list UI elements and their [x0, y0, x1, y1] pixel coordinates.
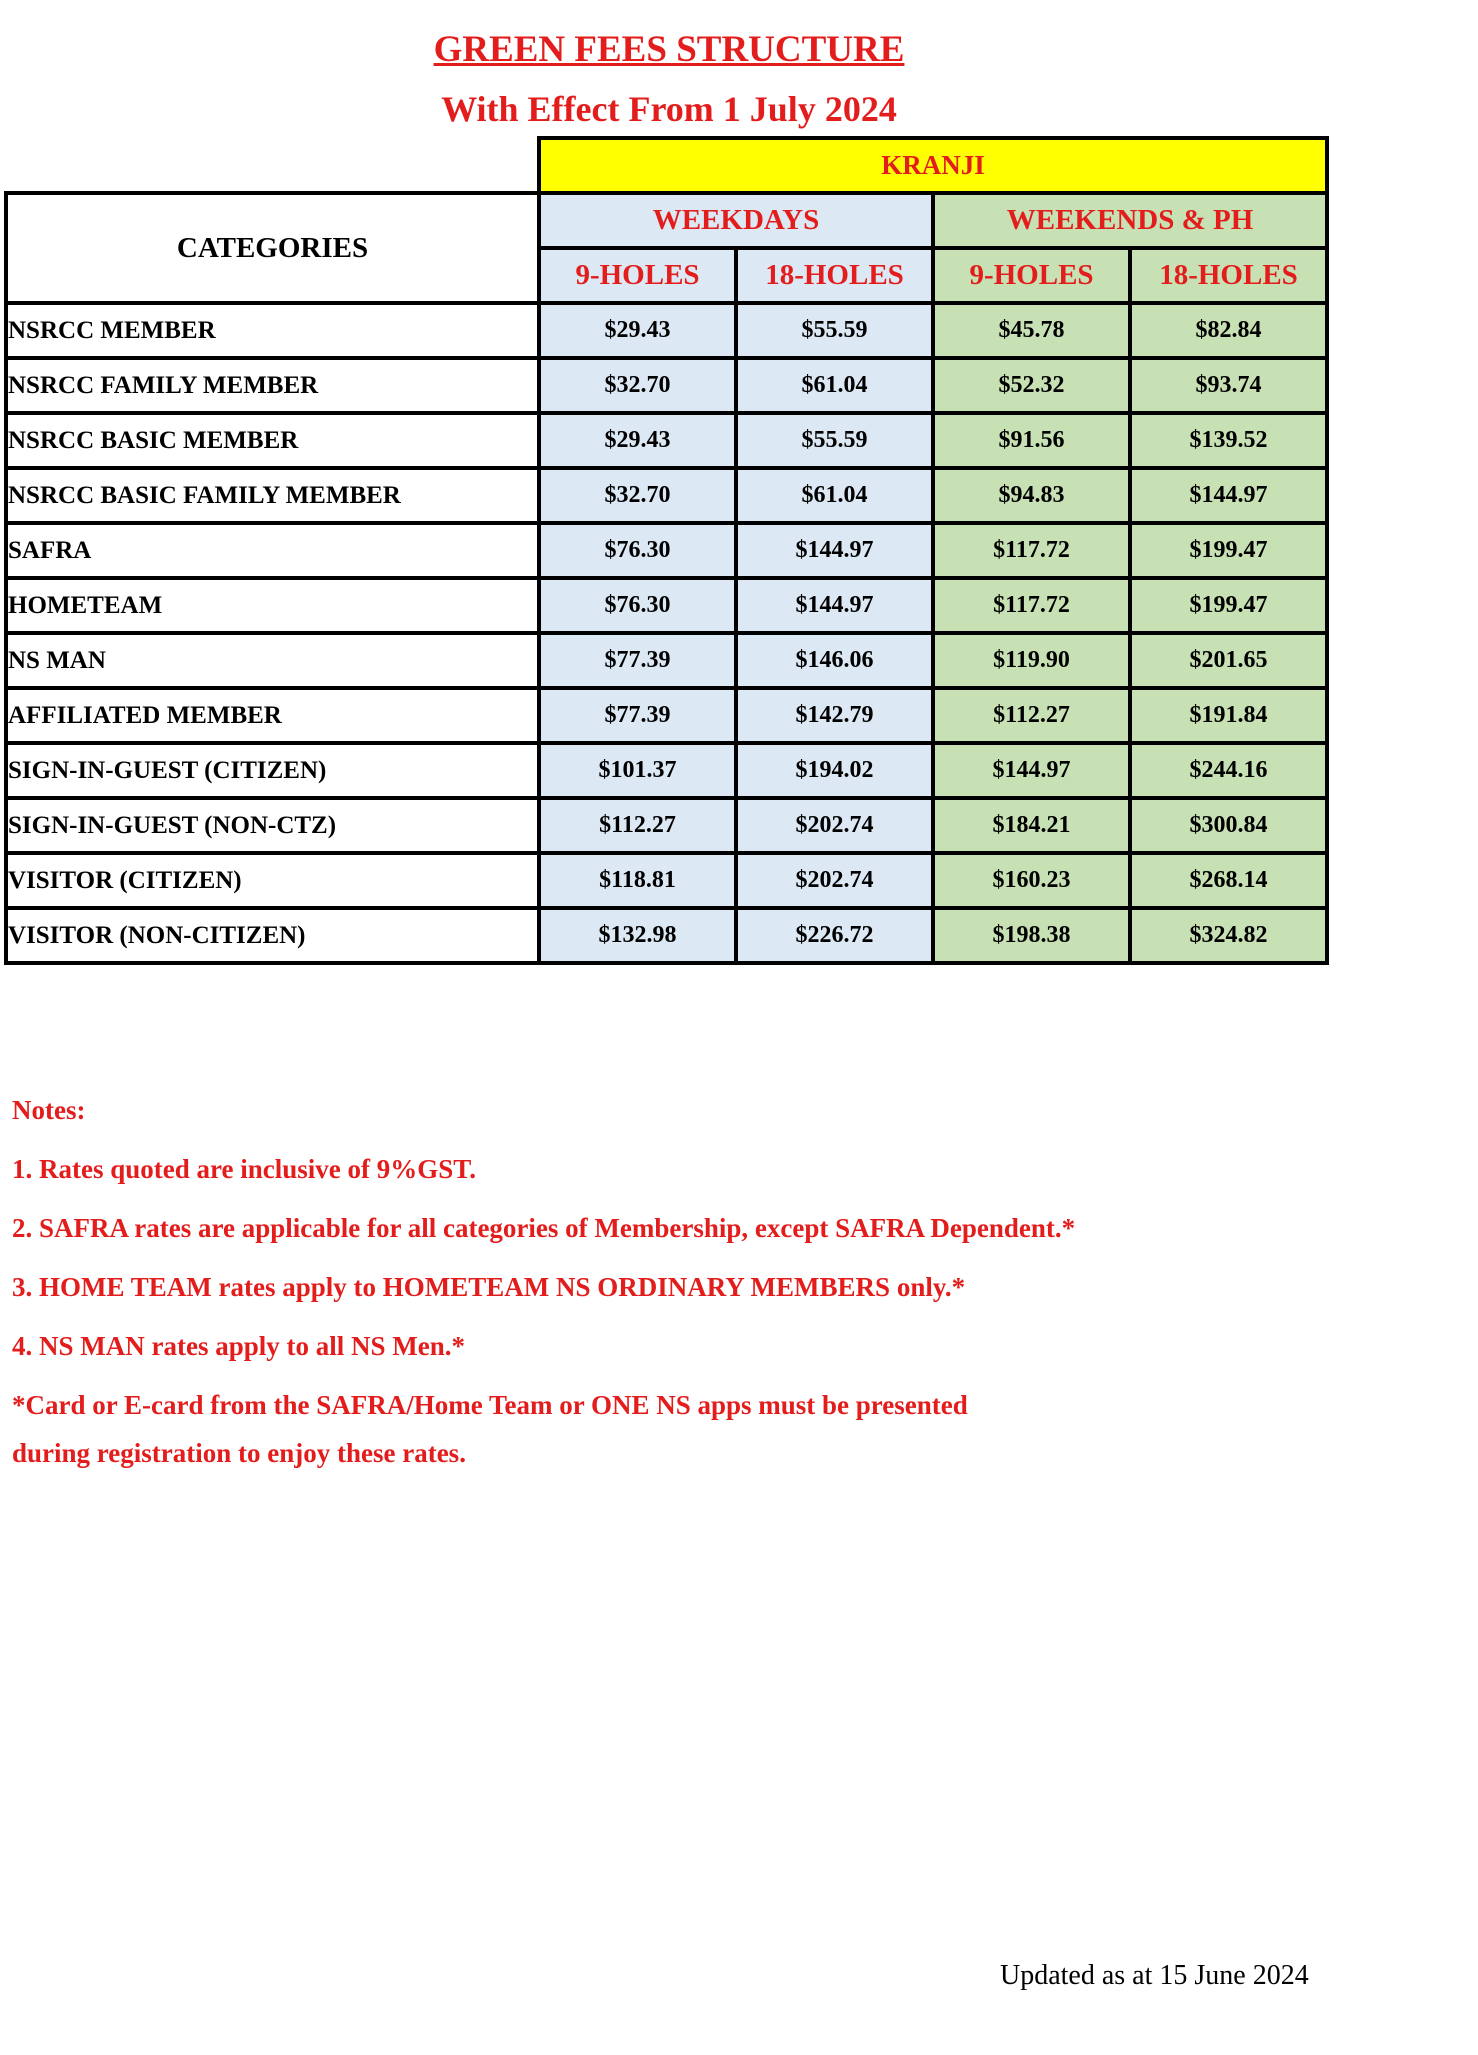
green-fees-table [4, 136, 1329, 965]
weekday-9-holes-fee: $32.70 [539, 358, 736, 413]
table-row [6, 358, 1327, 413]
weekend-18-holes-fee: $300.84 [1130, 798, 1327, 853]
weekday-18-holes-fee: $61.04 [736, 358, 933, 413]
weekday-9-holes-fee: $76.30 [539, 523, 736, 578]
category-cell: NSRCC FAMILY MEMBER [6, 358, 539, 413]
weekday-9-holes-fee: $118.81 [539, 853, 736, 908]
table-row [6, 468, 1327, 523]
effective-date-subtitle: With Effect From 1 July 2024 [441, 89, 897, 129]
weekday-9-holes-fee: $77.39 [539, 688, 736, 743]
category-cell: NSRCC BASIC MEMBER [6, 413, 539, 468]
weekday-18-holes-fee: $142.79 [736, 688, 933, 743]
weekend-18-holes-fee: $82.84 [1130, 303, 1327, 358]
weekend-18-holes-fee: $268.14 [1130, 853, 1327, 908]
weekend-9-holes-fee: $52.32 [933, 358, 1130, 413]
category-cell: SIGN-IN-GUEST (CITIZEN) [6, 743, 539, 798]
weekend-9-holes-fee: $94.83 [933, 468, 1130, 523]
weekend-9-holes-fee: $184.21 [933, 798, 1130, 853]
category-cell: NSRCC BASIC FAMILY MEMBER [6, 468, 539, 523]
weekend-9-holes-fee: $117.72 [933, 523, 1130, 578]
weekend-18-holes-fee: $139.52 [1130, 413, 1327, 468]
note-item: 2. SAFRA rates are applicable for all categories of Membership, except SAFRA Dependent.* [12, 1213, 1076, 1243]
categories-header: CATEGORIES [6, 193, 539, 303]
weekday-9-holes-fee: $29.43 [539, 303, 736, 358]
weekday-18-holes-fee: $146.06 [736, 633, 933, 688]
venue-header: KRANJI [539, 138, 1327, 193]
weekday-18-holes-fee: $144.97 [736, 523, 933, 578]
weekday-9-holes-fee: $101.37 [539, 743, 736, 798]
weekend-18-holes-fee: $199.47 [1130, 578, 1327, 633]
category-cell: VISITOR (CITIZEN) [6, 853, 539, 908]
weekday-18-holes-fee: $194.02 [736, 743, 933, 798]
weekday-9-holes-fee: $112.27 [539, 798, 736, 853]
notes-section [12, 1093, 1075, 1495]
footnote-line: during registration to enjoy these rates. [12, 1438, 466, 1468]
weekends-header: WEEKENDS & PH [933, 193, 1327, 248]
weekend-9-holes-fee: $117.72 [933, 578, 1130, 633]
table-row [6, 413, 1327, 468]
weekday-9-holes-fee: $32.70 [539, 468, 736, 523]
weekend-18-holes-fee: $324.82 [1130, 908, 1327, 963]
table-row [6, 853, 1327, 908]
weekend-9-holes-fee: $91.56 [933, 413, 1130, 468]
weekend-18-holes-fee: $244.16 [1130, 743, 1327, 798]
weekdays-18-holes-header: 18-HOLES [736, 248, 933, 303]
category-cell: SAFRA [6, 523, 539, 578]
table-row [6, 303, 1327, 358]
weekday-18-holes-fee: $202.74 [736, 853, 933, 908]
category-cell: VISITOR (NON-CITIZEN) [6, 908, 539, 963]
weekdays-header: WEEKDAYS [539, 193, 933, 248]
table-row [6, 743, 1327, 798]
category-cell: AFFILIATED MEMBER [6, 688, 539, 743]
weekend-18-holes-fee: $144.97 [1130, 468, 1327, 523]
weekday-18-holes-fee: $144.97 [736, 578, 933, 633]
weekend-18-holes-fee: $199.47 [1130, 523, 1327, 578]
weekend-9-holes-fee: $144.97 [933, 743, 1130, 798]
weekday-18-holes-fee: $55.59 [736, 413, 933, 468]
footnote-line: *Card or E-card from the SAFRA/Home Team or ONE NS apps must be presented [12, 1390, 968, 1420]
weekend-18-holes-fee: $93.74 [1130, 358, 1327, 413]
blank-corner [6, 138, 539, 193]
weekend-9-holes-fee: $45.78 [933, 303, 1130, 358]
weekend-9-holes-fee: $198.38 [933, 908, 1130, 963]
note-item: 3. HOME TEAM rates apply to HOMETEAM NS ORDINARY MEMBERS only.* [12, 1272, 966, 1302]
weekends-18-holes-header: 18-HOLES [1130, 248, 1327, 303]
weekday-9-holes-fee: $77.39 [539, 633, 736, 688]
notes-heading: Notes: [12, 1095, 86, 1125]
venue-header-row [6, 138, 1327, 193]
page-title: GREEN FEES STRUCTURE [433, 29, 905, 70]
table-row [6, 688, 1327, 743]
weekday-9-holes-fee: $76.30 [539, 578, 736, 633]
table-row [6, 523, 1327, 578]
weekend-18-holes-fee: $201.65 [1130, 633, 1327, 688]
weekday-9-holes-fee: $132.98 [539, 908, 736, 963]
table-row [6, 908, 1327, 963]
note-item: 4. NS MAN rates apply to all NS Men.* [12, 1331, 465, 1361]
category-cell: SIGN-IN-GUEST (NON-CTZ) [6, 798, 539, 853]
weekday-18-holes-fee: $226.72 [736, 908, 933, 963]
table-row [6, 633, 1327, 688]
category-cell: NS MAN [6, 633, 539, 688]
updated-date: Updated as at 15 June 2024 [1000, 1960, 1309, 1991]
weekend-9-holes-fee: $112.27 [933, 688, 1130, 743]
category-cell: HOMETEAM [6, 578, 539, 633]
table-row [6, 578, 1327, 633]
period-header-row [6, 193, 1327, 248]
note-item: 1. Rates quoted are inclusive of 9%GST. [12, 1154, 477, 1184]
table-row [6, 798, 1327, 853]
category-cell: NSRCC MEMBER [6, 303, 539, 358]
weekday-9-holes-fee: $29.43 [539, 413, 736, 468]
weekdays-9-holes-header: 9-HOLES [539, 248, 736, 303]
weekend-9-holes-fee: $119.90 [933, 633, 1130, 688]
weekday-18-holes-fee: $202.74 [736, 798, 933, 853]
weekend-9-holes-fee: $160.23 [933, 853, 1130, 908]
weekday-18-holes-fee: $61.04 [736, 468, 933, 523]
weekday-18-holes-fee: $55.59 [736, 303, 933, 358]
weekend-18-holes-fee: $191.84 [1130, 688, 1327, 743]
weekends-9-holes-header: 9-HOLES [933, 248, 1130, 303]
